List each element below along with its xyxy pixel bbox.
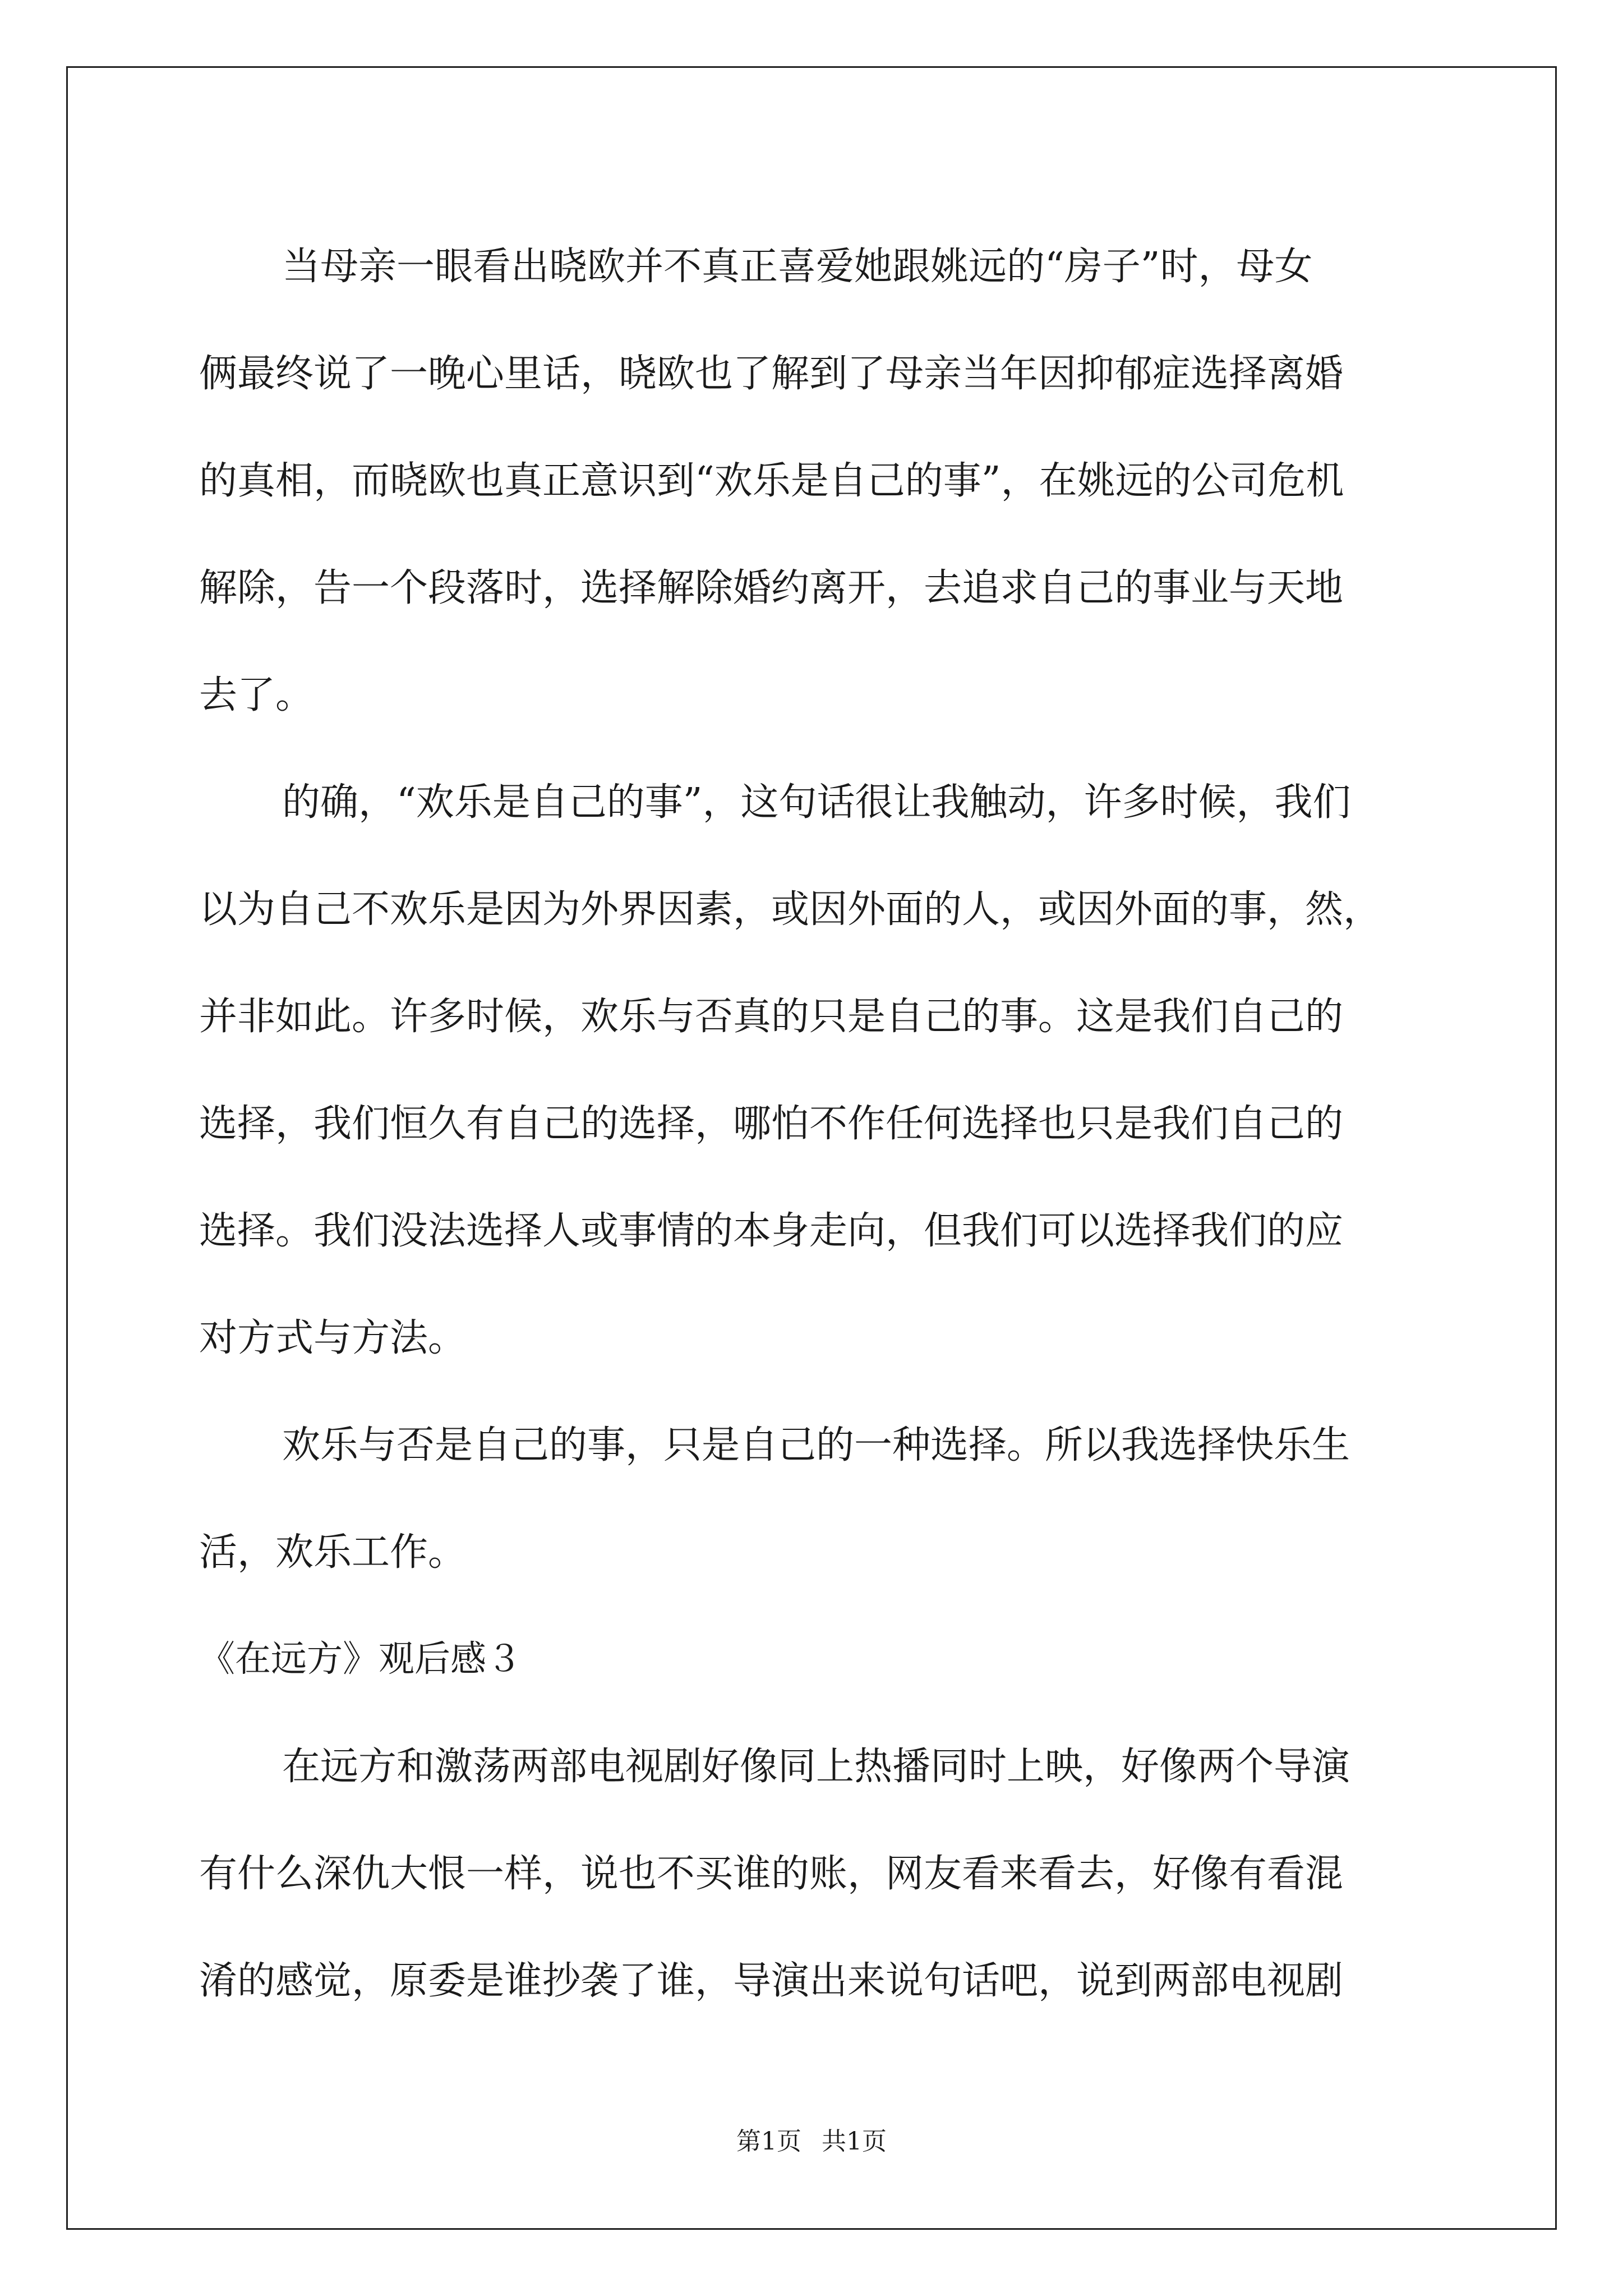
page-number: 第1页 [736,2127,801,2156]
paragraph-line: 的真相，而晓欧也真正意识到“欢乐是自己的事”，在姚远的公司危机 [199,459,1344,503]
paragraph-line: 的确，“欢乐是自己的事”，这句话很让我触动，许多时候，我们 [282,780,1351,825]
page-footer [0,2125,1623,2159]
section-heading: 《在远方》观后感３ [199,1639,522,1680]
paragraph-line: 俩最终说了一晚心里话，晓欧也了解到了母亲当年因抑郁症选择离婚 [199,352,1344,396]
document-body [199,213,1441,2035]
paragraph-line: 选择，我们恒久有自己的选择，哪怕不作任何选择也只是我们自己的 [199,1102,1344,1146]
paragraph-line: 在远方和激荡两部电视剧好像同上热播同时上映，好像两个导演 [282,1745,1350,1789]
paragraph-line: 欢乐与否是自己的事，只是自己的一种选择。所以我选择快乐生 [282,1423,1350,1467]
page-total: 共1页 [822,2127,887,2156]
paragraph-line: 淆的感觉，原委是谁抄袭了谁，导演出来说句话吧，说到两部电视剧 [199,1959,1344,2003]
paragraph-line: 选择。我们没法选择人或事情的本身走向，但我们可以选择我们的应 [199,1209,1344,1253]
paragraph-line: 并非如此。许多时候，欢乐与否真的只是自己的事。这是我们自己的 [199,995,1344,1039]
paragraph-line: 当母亲一眼看出晓欧并不真正喜爱她跟姚远的“房子”时，母女 [282,245,1313,289]
paragraph-line: 活，欢乐工作。 [199,1530,467,1575]
paragraph-line: 以为自己不欢乐是因为外界因素，或因外面的人，或因外面的事，然， [199,887,1382,932]
paragraph-line: 去了。 [199,673,314,717]
paragraph-line: 对方式与方法。 [199,1316,467,1360]
paragraph-line: 有什么深仇大恨一样，说也不买谁的账，网友看来看去，好像有看混 [199,1852,1344,1896]
paragraph-line: 解除，告一个段落时，选择解除婚约离开，去追求自己的事业与天地 [199,566,1344,610]
